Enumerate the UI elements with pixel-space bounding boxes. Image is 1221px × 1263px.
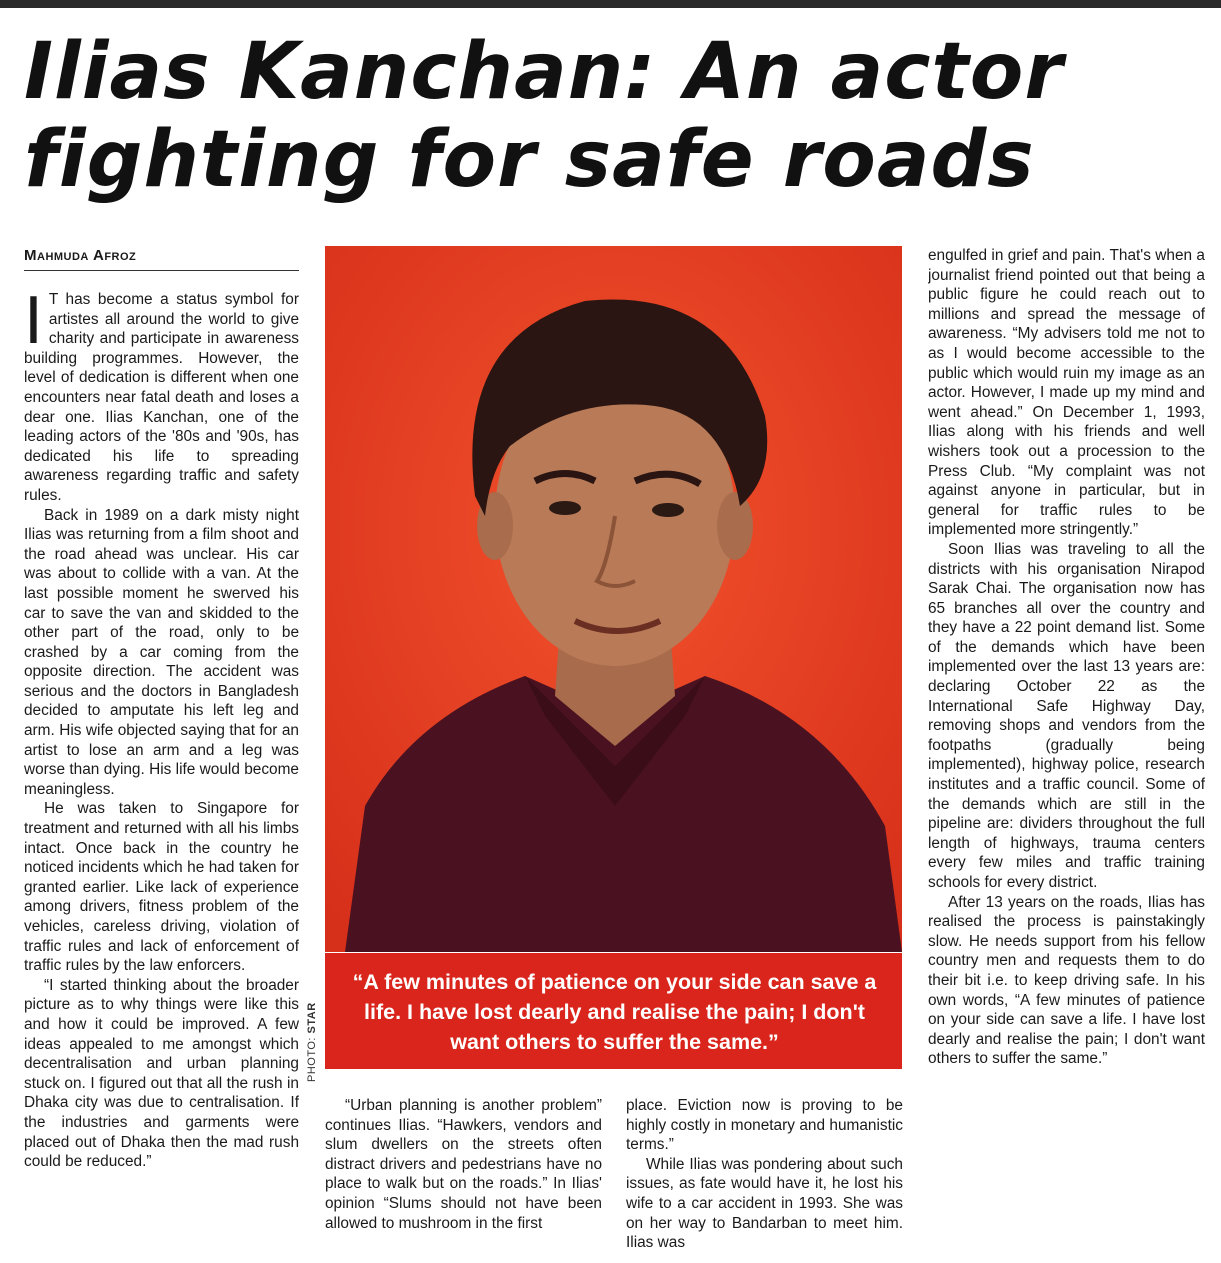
- column-2: [325, 1096, 602, 1258]
- column-3: [626, 1096, 903, 1258]
- top-rule: [0, 0, 1221, 8]
- paragraph: After 13 years on the roads, Ilias has realised the process is painstakingly slow. He needs support from his fellow country men and requests them to do their bit i.e. to keep driving safe. In his own words, “A few minutes of patience on your side can save a life. I have lost dearly and realise the pain; I don't want others to suffer the same.”: [928, 893, 1205, 1068]
- byline: Mahmuda Afroz: [24, 247, 299, 271]
- pull-quote: “A few minutes of patience on your side can save a life. I have lost dearly and realise the pain; I don't want others to suffer the same.”: [325, 953, 902, 1069]
- column-4: [928, 246, 1205, 1258]
- photo-credit: [306, 1000, 320, 1082]
- paragraph: [24, 290, 299, 506]
- paragraph: place. Eviction now is proving to be highly costly in monetary and humanistic terms.”: [626, 1097, 903, 1154]
- paragraph: “Urban planning is another problem” continues Ilias. “Hawkers, vendors and slum dwellers on the streets often distract drivers and pedestrians have no place to walk but on the roads.” In Ilias' opinion “Slums should not have been allowed to mushroom in the first: [325, 1097, 602, 1232]
- paragraph: engulfed in grief and pain. That's when a journalist friend pointed out that being a public figure he could reach out to millions and spread the message of awareness. “My advisers told me not to as I would become accessible to the public which would ruin my image as an actor. However, I made up my mind and went ahead.” On December 1, 1993, Ilias along with his friends and well wishers took out a procession to the Press Club. “My complaint was not against anyone in particular, but in general for traffic rules to be implemented more stringently.”: [928, 247, 1205, 539]
- paragraph: Back in 1989 on a dark misty night Ilias was returning from a film shoot and the road ahead was unclear. His car was about to collide with a van. At the last possible moment he swerved his car to save the van and skidded to the other part of the road, only to be crashed by a car coming from the opposite direction. The accident was serious and the doctors in Bangladesh decided to amputate his left leg and arm. His wife objected saying that for an artist to lose an arm and a leg was worse than dying. His life would become meaningless.: [24, 506, 299, 798]
- headline: Ilias Kanchan: An actor fighting for safe roads: [24, 27, 1064, 205]
- paragraph: While Ilias was pondering about such issues, as fate would have it, he lost his wife to a car accident in 1993. She was on her way to Bandarban to meet him. Ilias was: [626, 1155, 903, 1252]
- column-1: [24, 290, 299, 1256]
- paragraph: “I started thinking about the broader picture as to why things were like this and how it could be improved. A few ideas appealed to me amongst which decentralisation and urban planning stuck on. I figured out that all the rush in Dhaka city was due to centralisation. If the industries and garments were placed out of Dhaka then the mad rush could be reduced.”: [24, 976, 299, 1171]
- paragraph-text: T has become a status symbol for artistes all around the world to give charity and participate in awareness building programmes. However, the level of dedication is different when one encounters near fatal death and loses a dear one. Ilias Kanchan, one of the leading actors of the '80s and '90s, has dedicated his life to spreading awareness regarding traffic and safety rules.: [24, 291, 299, 504]
- paragraph: Soon Ilias was traveling to all the districts with his organisation Nirapod Sarak Chai. The organisation now has 65 branches all over the country and they have a 22 point demand list. Some of the demands which have been implemented over the last 13 years are: declaring October 22 as the International Safe Highway Day, removing shops and vendors from the footpaths (gradually being implemented), highway police, research institutes and a traffic council. Some of the demands which are still in the pipeline are: dividers throughout the full length of highways, trauma centers every few miles and traffic training schools for every district.: [928, 540, 1205, 891]
- portrait-illustration: [325, 246, 902, 952]
- drop-cap: I: [24, 290, 43, 358]
- photo-credit-prefix: PHOTO:: [306, 1033, 318, 1082]
- portrait-photo: [325, 246, 902, 952]
- photo-credit-source: STAR: [306, 1002, 318, 1034]
- paragraph: He was taken to Singapore for treatment and returned with all his limbs intact. Once back in the country he noticed incidents which he had taken for granted earlier. Like lack of experience among drivers, fitness problem of the vehicles, careless driving, violation of traffic rules and lack of enforcement of traffic rules by the law enforcers.: [24, 800, 299, 975]
